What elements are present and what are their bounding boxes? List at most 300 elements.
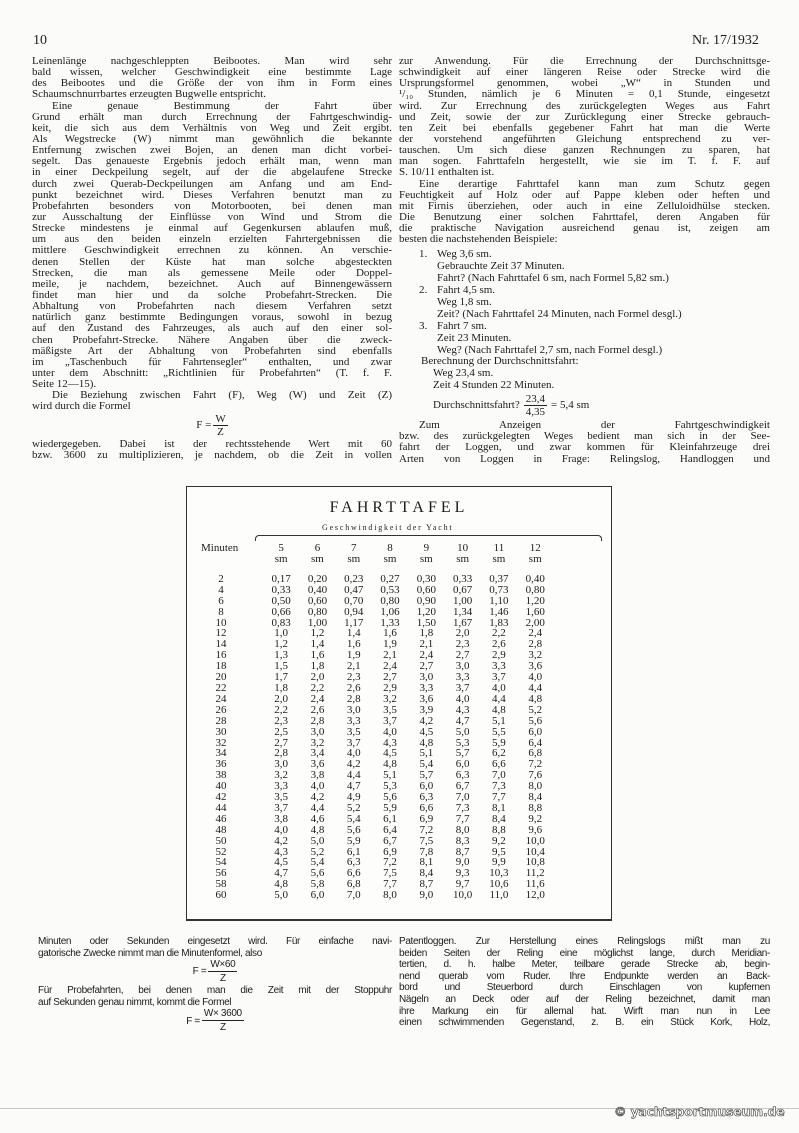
distance-cell: 3,6 — [310, 758, 325, 771]
text-line: Eine derartige Fahrttafel kann man zum Schutz gegen — [419, 177, 770, 190]
text-line: Schaumschnurrbartes erzeugten Bugwelle entspricht. — [32, 88, 266, 101]
distance-cell: 2,6 — [492, 638, 506, 651]
minutes-cell: 26 — [215, 703, 227, 716]
distance-cell: 5,2 — [528, 703, 543, 716]
distance-cell: 0,33 — [271, 583, 291, 596]
distance-cell: 2,9 — [383, 681, 397, 694]
distance-cell: 6,0 — [455, 758, 470, 771]
distance-cell: 3,4 — [310, 747, 325, 760]
distance-cell: 0,60 — [416, 583, 436, 596]
distance-cell: 0,37 — [489, 572, 509, 585]
distance-cell: 4,8 — [528, 692, 543, 705]
text-line: gatorische Zwecke nimmt man die Minutenformel, also — [38, 947, 262, 959]
distance-cell: 6,7 — [455, 780, 470, 793]
distance-cell: 3,3 — [455, 671, 470, 684]
distance-cell: 3,2 — [528, 649, 543, 662]
formula-lhs: F = — [186, 1015, 200, 1027]
text-line: mit Firnis überziehen, oder auch in eine Zelluloidhülse stecken. — [399, 199, 770, 212]
distance-cell: 2,3 — [346, 671, 361, 684]
speed-table-box — [186, 486, 612, 921]
distance-cell: 3,0 — [346, 703, 361, 716]
distance-cell: 9,0 — [455, 856, 470, 869]
distance-cell: 1,5 — [274, 660, 289, 673]
distance-cell: 4,0 — [274, 823, 289, 836]
denominator: 4,35 — [525, 406, 545, 419]
text-line: segelt. Das genaueste Ergebnis jedoch erhält man, wenn man — [32, 155, 392, 168]
text-line: beiden Seiten der Reling eine möglichst lange, durch Meridian- — [399, 947, 770, 959]
distance-cell: 7,5 — [383, 867, 397, 880]
text-line: S. 10/11 enthalten ist. — [399, 166, 495, 179]
text-line: Für Probefahrten, bei denen man die Zeit mit der Stoppuhr — [38, 985, 392, 997]
distance-cell: 5,6 — [528, 714, 543, 727]
issue-number: Nr. 17/1932 — [692, 33, 759, 48]
distance-cell: 2,00 — [525, 616, 545, 629]
distance-cell: 8,1 — [492, 801, 506, 814]
formula-minutes — [38, 959, 392, 985]
fraction — [213, 413, 227, 439]
distance-cell: 3,0 — [455, 660, 470, 673]
distance-cell: 4,8 — [383, 758, 397, 771]
paragraph — [399, 56, 770, 179]
distance-cell: 0,94 — [344, 605, 364, 618]
distance-cell: 4,7 — [274, 867, 289, 880]
distance-cell: 5,8 — [310, 878, 325, 891]
formula-lhs: F = — [196, 418, 212, 431]
paragraph — [399, 420, 770, 465]
distance-cell: 0,33 — [453, 572, 473, 585]
speed-table — [201, 543, 553, 901]
distance-cell: 9,6 — [528, 823, 543, 836]
minutes-cell: 38 — [215, 769, 227, 782]
distance-cell: 7,2 — [419, 823, 434, 836]
table-row — [201, 890, 553, 901]
minutes-cell: 18 — [215, 660, 227, 673]
examples-list — [399, 249, 770, 356]
distance-cell: 2,1 — [419, 638, 434, 651]
distance-cell: 3,6 — [419, 692, 434, 705]
distance-cell: 1,60 — [525, 605, 545, 618]
distance-cell: 9,2 — [492, 834, 506, 847]
example-number: 1. — [419, 248, 428, 261]
speed-header: 6 — [314, 542, 321, 554]
distance-cell: 2,6 — [346, 681, 361, 694]
text-line: bord und Steuerbord durch Einschlagen von kupfernen — [399, 982, 770, 994]
distance-cell: 3,0 — [274, 758, 289, 771]
text-line: in einer Deckpeilung segelt, auf der die abgelaufene Strecke — [32, 166, 392, 179]
minutes-cell: 28 — [215, 714, 227, 727]
unit-header: sm — [383, 552, 397, 565]
text-line: meile, je nachdem, bezeichnet. Auch auf Binnengewässern — [32, 277, 392, 290]
table-row — [201, 716, 553, 727]
text-line: Minuten oder Sekunden eingesetzt wird. Für einfache navi- — [38, 936, 392, 947]
fraction — [524, 393, 547, 419]
distance-cell: 3,2 — [383, 692, 397, 705]
numerator: W — [215, 412, 226, 425]
distance-cell: 5,0 — [274, 889, 289, 902]
calc-result: = 5,4 sm — [551, 399, 590, 412]
distance-cell: 6,7 — [383, 834, 397, 847]
speed-header: 10 — [457, 542, 469, 554]
calc-line: Weg 23,4 sm. — [433, 367, 494, 380]
distance-cell: 1,4 — [310, 638, 325, 651]
distance-cell: 8,1 — [419, 856, 434, 869]
distance-cell: 4,5 — [274, 856, 289, 869]
distance-cell: 5,7 — [455, 747, 470, 760]
distance-cell: 2,8 — [346, 692, 361, 705]
page-number: 10 — [33, 33, 47, 48]
text-line: wird durch die Formel — [32, 400, 131, 413]
distance-cell: 4,4 — [346, 769, 361, 782]
distance-cell: 6,3 — [419, 791, 434, 804]
distance-cell: 1,6 — [383, 627, 397, 640]
text-line: keit, die sich aus dem Verhältnis von Weg und Zeit ergibt. — [32, 121, 392, 134]
distance-cell: 1,34 — [453, 605, 473, 618]
distance-cell: 10,3 — [489, 867, 509, 880]
text-line: nend querab vom Ruder. Ihre Endpunkte werden an Back- — [399, 970, 770, 982]
minutes-cell: 36 — [215, 758, 227, 771]
left-column — [32, 56, 392, 461]
distance-cell: 4,2 — [274, 834, 289, 847]
unit-header: sm — [528, 552, 542, 565]
calc-formula — [421, 392, 770, 420]
distance-cell: 8,0 — [383, 889, 397, 902]
paragraph — [32, 439, 392, 461]
text-line: ten Zeit bei ebenfalls gegebener Fahrt hat man die Werte — [399, 121, 770, 134]
distance-cell: 6,8 — [528, 747, 543, 760]
distance-cell: 4,8 — [274, 878, 289, 891]
distance-cell: 3,7 — [383, 714, 397, 727]
distance-cell: 7,7 — [492, 791, 506, 804]
distance-cell: 1,17 — [344, 616, 364, 629]
distance-cell: 5,9 — [346, 834, 361, 847]
distance-cell: 7,3 — [492, 780, 506, 793]
numerator: W× 3600 — [203, 1008, 242, 1020]
distance-cell: 5,9 — [383, 801, 397, 814]
distance-cell: 7,8 — [419, 845, 434, 858]
text-line: fahrt der Loggen, und zwar kommen für Kleinfahrzeuge drei — [399, 441, 770, 454]
text-line: die praktische Navigation ausreichend genau ist, zeigen am — [399, 222, 770, 235]
distance-cell: 6,6 — [346, 867, 361, 880]
distance-cell: 6,4 — [383, 823, 397, 836]
text-line: im „Taschenbuch für Fahrtensegler“ enthalten, und zwar — [32, 355, 392, 368]
distance-cell: 4,7 — [346, 780, 361, 793]
text-line: Feuchtigkeit auf Holz oder auf Pappe kleben oder heften und — [399, 188, 770, 201]
distance-cell: 2,3 — [455, 638, 470, 651]
text-line: Als Wegstrecke (W) nimmt man gewöhnlich die bekannte — [32, 132, 392, 145]
distance-cell: 0,17 — [271, 572, 291, 585]
distance-cell: 5,1 — [492, 714, 506, 727]
distance-cell: 0,53 — [380, 583, 400, 596]
text-line: schwindigkeit auf einer längeren Reise oder Strecke wird die — [399, 66, 770, 79]
text-line: Patentloggen. Zur Herstellung eines Relingslogs mißt man zu — [399, 936, 770, 947]
text-line: bald wissen, welcher Geschwindigkeit eine bestimmte Lage — [32, 66, 392, 79]
distance-cell: 0,23 — [344, 572, 364, 585]
fraction — [202, 1008, 244, 1034]
distance-cell: 1,10 — [489, 594, 509, 607]
example-item — [419, 285, 770, 321]
text-line: bzw. 3600 zu multiplizieren, je nachdem, ob die Zeit in vollen — [32, 448, 392, 461]
text-line: natürlich ganz bestimmte Bedingungen voraus, sowohl in bezug — [32, 311, 392, 324]
calc-heading: Berechnung der Durchschnittsfahrt: — [421, 355, 579, 368]
paragraph — [38, 985, 392, 1008]
distance-cell: 2,4 — [419, 649, 434, 662]
distance-cell: 1,20 — [416, 605, 436, 618]
text-line: Ursprungsformel genommen, wobei „W“ in Stunden und — [399, 77, 770, 90]
distance-cell: 2,6 — [310, 703, 325, 716]
distance-cell: 1,50 — [416, 616, 436, 629]
distance-cell: 10,8 — [525, 856, 545, 869]
text-line: Strecke mindestens je einmal auf Gegenkursen ablaufen muß, — [32, 222, 392, 235]
unit-header: sm — [274, 552, 288, 565]
text-line: einen schwimmenden Gegenstand, z. B. ein Stück Kork, Holz, — [399, 1017, 770, 1029]
distance-cell: 0,47 — [344, 583, 364, 596]
distance-cell: 1,6 — [310, 649, 325, 662]
text-line: findet man hier und da solche Probefahrt-Strecken. Die — [32, 288, 392, 301]
paragraph — [399, 936, 770, 1029]
text-line: Seite 12—15). — [32, 378, 97, 391]
distance-cell: 6,4 — [528, 736, 543, 749]
paragraph — [399, 179, 770, 246]
distance-cell: 2,2 — [310, 681, 325, 694]
distance-cell: 2,7 — [419, 660, 434, 673]
distance-cell: 3,3 — [492, 660, 506, 673]
distance-cell: 10,6 — [489, 878, 509, 891]
text-line: bzw. des zurückgelegten Weges bedient man sich in der See- — [399, 430, 770, 443]
distance-cell: 9,0 — [419, 889, 434, 902]
example-line: Weg? (Nach Fahrttafel 2,7 sm, nach Formel desgl.) — [437, 343, 663, 356]
minutes-cell: 14 — [215, 638, 227, 651]
distance-cell: 3,3 — [419, 681, 434, 694]
distance-cell: 2,7 — [383, 671, 397, 684]
table-row — [201, 836, 553, 847]
distance-cell: 0,40 — [525, 572, 545, 585]
text-line: auf den Zustand des Fahrzeuges, als auch auf den einer sol- — [32, 322, 392, 335]
minutes-cell: 58 — [215, 878, 227, 891]
distance-cell: 0,67 — [453, 583, 473, 596]
table-title: FAHRTTAFEL — [329, 499, 469, 516]
calc-label: Durchschnittsfahrt? — [433, 399, 520, 412]
distance-cell: 1,8 — [274, 681, 289, 694]
distance-cell: 1,0 — [274, 627, 289, 640]
distance-cell: 3,7 — [492, 671, 506, 684]
distance-cell: 7,3 — [455, 801, 470, 814]
distance-cell: 1,2 — [310, 627, 325, 640]
distance-cell: 2,4 — [528, 627, 543, 640]
distance-cell: 5,3 — [455, 736, 470, 749]
distance-cell: 3,5 — [346, 725, 361, 738]
distance-cell: 2,3 — [274, 714, 289, 727]
distance-cell: 4,4 — [310, 801, 325, 814]
distance-cell: 1,06 — [380, 605, 400, 618]
text-line: und Zeit, sowie der zur Zurücklegung einer Strecke gebrauch- — [399, 110, 770, 123]
distance-cell: 5,4 — [346, 812, 361, 825]
distance-cell: 3,0 — [419, 671, 434, 684]
distance-cell: 2,8 — [310, 714, 325, 727]
table-row — [201, 596, 553, 607]
distance-cell: 1,8 — [310, 660, 325, 673]
distance-cell: 3,9 — [419, 703, 434, 716]
paragraph — [32, 390, 392, 412]
distance-cell: 9,9 — [492, 856, 506, 869]
distance-cell: 4,4 — [492, 692, 506, 705]
distance-cell: 2,4 — [383, 660, 397, 673]
text-line: zur Anwendung. Für die Errechnung der Durchschnittsge- — [399, 55, 770, 67]
distance-cell: 5,1 — [419, 747, 434, 760]
bottom-left-column — [38, 936, 392, 1034]
text-line: denen Stellen der Küste hat man solche abgesteckten — [32, 255, 392, 268]
distance-cell: 2,2 — [274, 703, 289, 716]
distance-cell: 0,90 — [416, 594, 436, 607]
distance-cell: 4,2 — [419, 714, 434, 727]
distance-cell: 3,5 — [383, 703, 397, 716]
distance-cell: 5,6 — [310, 867, 325, 880]
distance-cell: 8,8 — [492, 823, 506, 836]
minutes-cell: 48 — [215, 823, 227, 836]
distance-cell: 4,5 — [383, 747, 397, 760]
distance-cell: 9,2 — [528, 812, 543, 825]
distance-cell: 0,83 — [271, 616, 291, 629]
text-line: tertien, d. h. halbe Meter, teilbare gerade Strecke ab, begin- — [399, 959, 770, 971]
minutes-cell: 42 — [215, 791, 227, 804]
text-line: ihre Markung ein für allemal hat. Wirft man nun in Lee — [399, 1005, 770, 1017]
distance-cell: 8,7 — [419, 878, 434, 891]
minutes-cell: 56 — [215, 867, 227, 880]
distance-cell: 5,7 — [419, 769, 434, 782]
distance-cell: 5,2 — [310, 845, 325, 858]
numerator: 23,4 — [525, 393, 545, 406]
distance-cell: 1,83 — [489, 616, 509, 629]
speed-header: 8 — [387, 542, 393, 554]
bottom-right-column — [399, 936, 770, 1029]
distance-cell: 3,2 — [274, 769, 289, 782]
distance-cell: 7,2 — [528, 758, 543, 771]
distance-cell: 4,8 — [492, 703, 506, 716]
distance-cell: 1,6 — [346, 638, 361, 651]
text-line: Entfernung zwischen zwei Bojen, an denen man dicht vorbei- — [32, 144, 392, 157]
right-column — [399, 56, 770, 465]
text-line: zur Ausschaltung der Einflüsse von Wind und Strom die — [32, 210, 392, 223]
distance-cell: 1,4 — [346, 627, 361, 640]
distance-cell: 0,80 — [380, 594, 400, 607]
text-line: unter dem Abschnitt: „Richtlinien für Probefahrten“ (T. f. F. — [32, 366, 392, 379]
distance-cell: 7,7 — [455, 812, 470, 825]
distance-cell: 6,6 — [419, 801, 434, 814]
text-line: Probefahrten besonders von Motorbooten, bei denen man — [32, 199, 392, 212]
text-line: Grund erhält man durch Errechnung der Fahrtgeschwindig- — [32, 110, 392, 123]
unit-header: sm — [347, 552, 361, 565]
row-header: Minuten — [201, 542, 239, 554]
text-line: durch zwei Querab-Deckpeilungen am Anfang und am End- — [32, 177, 392, 190]
distance-cell: 6,0 — [310, 889, 325, 902]
distance-cell: 6,0 — [419, 780, 434, 793]
example-line: Weg 1,8 sm. — [437, 295, 492, 308]
minutes-cell: 12 — [215, 627, 227, 640]
distance-cell: 2,8 — [528, 638, 543, 651]
text-line: mäßigste Art der Abhaltung von Probefahrten sind ebenfalls — [32, 344, 392, 357]
distance-cell: 3,3 — [346, 714, 361, 727]
minutes-cell: 40 — [215, 780, 227, 793]
distance-cell: 8,4 — [419, 867, 434, 880]
unit-header: sm — [311, 552, 324, 565]
unit-header: sm — [492, 552, 506, 565]
distance-cell: 10,0 — [525, 834, 545, 847]
distance-cell: 6,9 — [419, 812, 434, 825]
paragraph — [32, 101, 392, 391]
distance-cell: 4,0 — [310, 780, 325, 793]
text-line: tauschen. Um sich diese ganzen Rechnungen zu sparen, hat — [399, 144, 770, 157]
minutes-cell: 4 — [218, 583, 224, 596]
distance-cell: 6,9 — [383, 845, 397, 858]
distance-cell: 4,3 — [274, 845, 289, 858]
distance-cell: 5,4 — [310, 856, 325, 869]
denominator: Z — [219, 973, 226, 985]
example-line: Fahrt 4,5 sm. — [437, 284, 496, 297]
distance-cell: 11,6 — [525, 878, 545, 891]
distance-cell: 2,4 — [310, 692, 325, 705]
distance-cell: 2,1 — [383, 649, 397, 662]
text-line: auf Sekunden genau nimmt, kommt die Formel — [38, 996, 232, 1008]
distance-cell: 1,00 — [453, 594, 473, 607]
distance-cell: 3,6 — [528, 660, 543, 673]
distance-cell: 4,9 — [346, 791, 361, 804]
table-row — [201, 727, 553, 738]
example-line: Weg 3,6 sm. — [437, 248, 492, 261]
distance-cell: 2,0 — [455, 627, 470, 640]
text-line: man sogen. Fahrttafeln hergestellt, wie sie im T. f. F. auf — [399, 155, 770, 168]
distance-cell: 4,0 — [528, 671, 543, 684]
distance-cell: 2,0 — [310, 671, 325, 684]
distance-cell: 1,20 — [525, 594, 545, 607]
denominator: Z — [219, 1022, 226, 1034]
distance-cell: 11,2 — [525, 867, 545, 880]
speed-header: 9 — [423, 542, 430, 554]
distance-cell: 2,2 — [492, 627, 506, 640]
text-line: um aus den beiden einzeln erzielten Fahrtergebnissen die — [32, 233, 392, 246]
distance-cell: 10,0 — [453, 889, 473, 902]
distance-cell: 0,73 — [489, 583, 509, 596]
minutes-cell: 44 — [215, 801, 227, 814]
speed-header: 5 — [278, 542, 284, 554]
distance-cell: 3,7 — [346, 736, 361, 749]
distance-cell: 9,5 — [492, 845, 506, 858]
distance-cell: 4,2 — [346, 758, 361, 771]
distance-cell: 5,1 — [383, 769, 397, 782]
text-line: mittlere Geschwindigkeit errechnen zu können. An verschie- — [32, 244, 392, 257]
distance-cell: 4,0 — [455, 692, 470, 705]
distance-cell: 1,00 — [307, 616, 328, 629]
distance-cell: 4,6 — [310, 812, 325, 825]
distance-cell: 6,1 — [346, 845, 361, 858]
distance-cell: 6,0 — [528, 725, 543, 738]
formula-lhs: F = — [192, 966, 207, 978]
distance-cell: 2,7 — [274, 736, 289, 749]
distance-cell: 8,0 — [528, 780, 543, 793]
distance-cell: 4,3 — [383, 736, 397, 749]
distance-cell: 2,8 — [274, 747, 289, 760]
distance-cell: 3,2 — [310, 736, 325, 749]
text-line: punkt bezeichnet wird. Dieses Verfahren benutzt man zu — [32, 188, 392, 201]
distance-cell: 7,6 — [528, 769, 543, 782]
formula-f-w-z — [32, 413, 392, 439]
distance-cell: 1,8 — [419, 627, 434, 640]
distance-cell: 4,7 — [455, 714, 470, 727]
minutes-cell: 32 — [215, 736, 227, 749]
distance-cell: 3,0 — [310, 725, 325, 738]
distance-cell: 3,7 — [455, 681, 470, 694]
distance-cell: 4,3 — [455, 703, 470, 716]
speed-header: 12 — [529, 542, 541, 554]
distance-cell: 12,0 — [525, 889, 545, 902]
